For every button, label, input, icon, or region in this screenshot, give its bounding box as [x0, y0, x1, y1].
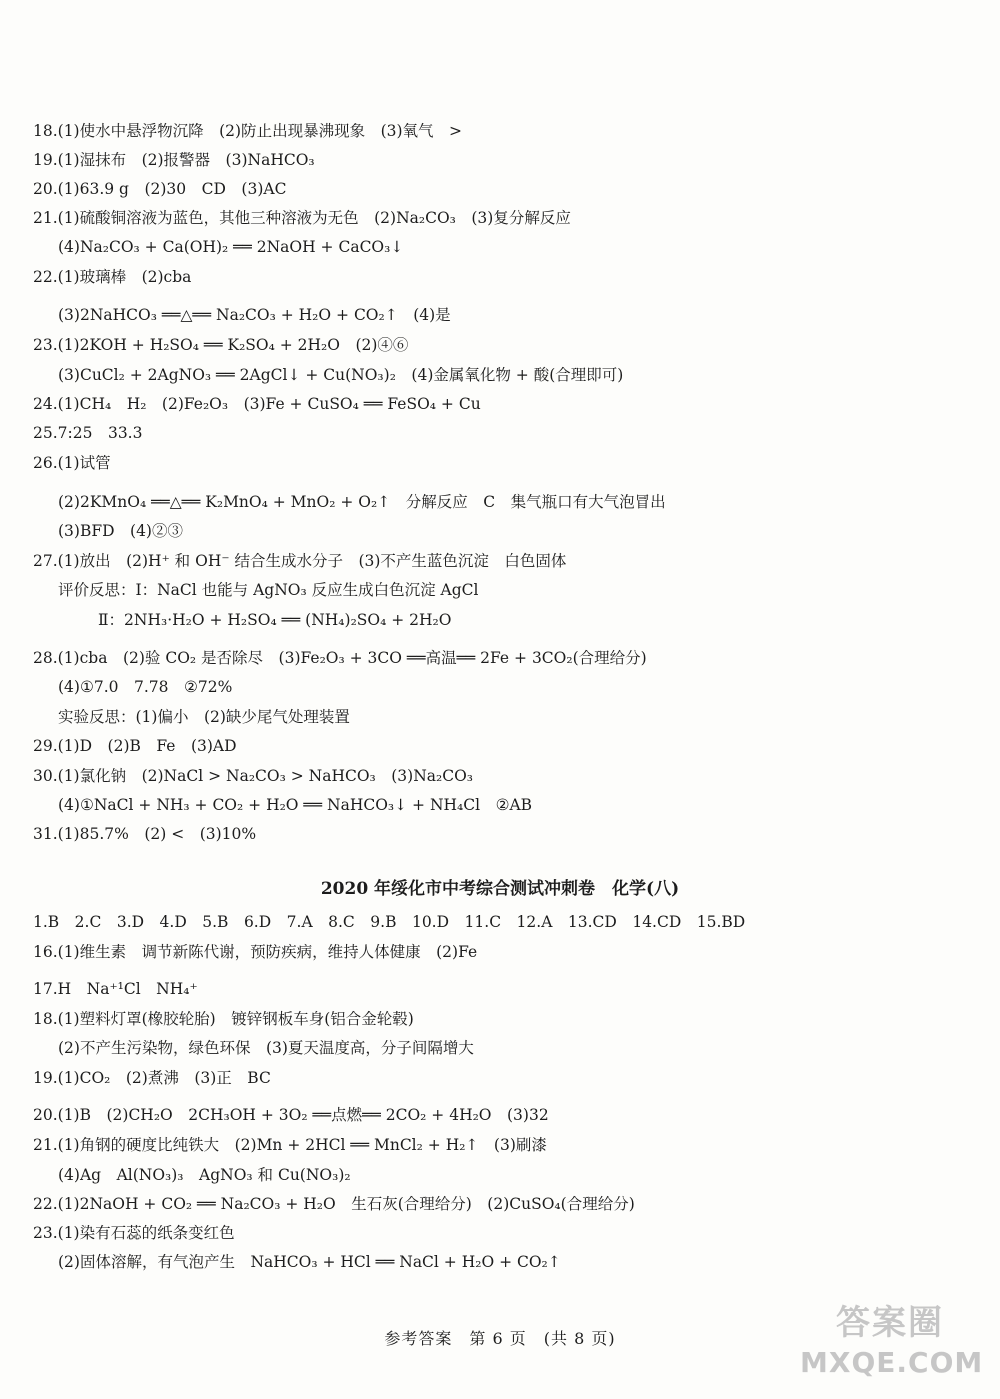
answer-line: 23.(1)2KOH + H₂SO₄ ══ K₂SO₄ + 2H₂O (2)④⑥	[33, 336, 409, 354]
answer-line: (3)BFD (4)②③	[58, 522, 183, 540]
answer-line: 29.(1)D (2)B Fe (3)AD	[33, 737, 237, 755]
answer-line: (2)不产生污染物，绿色环保 (3)夏天温度高，分子间隔增大	[58, 1039, 474, 1057]
answer-line: 22.(1)玻璃棒 (2)cba	[33, 268, 192, 286]
answer-line: 27.(1)放出 (2)H⁺ 和 OH⁻ 结合生成水分子 (3)不产生蓝色沉淀 白色固体	[33, 552, 567, 570]
answer-line: (4)①7.0 7.78 ②72%	[58, 678, 233, 696]
answer-line: 23.(1)染有石蕊的纸条变红色	[33, 1224, 235, 1242]
answer-line: 20.(1)63.9 g (2)30 CD (3)AC	[33, 180, 287, 198]
answer-line: (4)Na₂CO₃ + Ca(OH)₂ ══ 2NaOH + CaCO₃↓	[58, 238, 404, 256]
watermark-top: 答案圈	[836, 1303, 944, 1343]
answer-line: (4)Ag Al(NO₃)₃ AgNO₃ 和 Cu(NO₃)₂	[58, 1166, 351, 1184]
answer-line: (2)2KMnO₄ ══△══ K₂MnO₄ + MnO₂ + O₂↑ 分解反应 C 集气瓶口有大气泡冒出	[58, 493, 666, 511]
answer-line: 26.(1)试管	[33, 454, 111, 472]
answer-line: (4)①NaCl + NH₃ + CO₂ + H₂O ══ NaHCO₃↓ + NH₄Cl ②AB	[58, 796, 533, 814]
answer-line: (2)固体溶解，有气泡产生 NaHCO₃ + HCl ══ NaCl + H₂O + CO₂↑	[58, 1253, 561, 1271]
answer-line: 17.H Na⁺¹Cl NH₄⁺	[33, 980, 198, 998]
answer-line: 实验反思：(1)偏小 (2)缺少尾气处理装置	[58, 708, 350, 726]
answer-line: 25.7:25 33.3	[33, 424, 143, 442]
answer-line: 22.(1)2NaOH + CO₂ ══ Na₂CO₃ + H₂O 生石灰(合理给分) (2)CuSO₄(合理给分)	[33, 1195, 635, 1213]
answer-line: 20.(1)B (2)CH₂O 2CH₃OH + 3O₂ ══点燃══ 2CO₂ + 4H₂O (3)32	[33, 1106, 549, 1124]
watermark-logo	[800, 1300, 984, 1390]
answer-line: 21.(1)角钢的硬度比纯铁大 (2)Mn + 2HCl ══ MnCl₂ + H₂↑ (3)刷漆	[33, 1136, 547, 1154]
answer-line: 评价反思：Ⅰ：NaCl 也能与 AgNO₃ 反应生成白色沉淀 AgCl	[58, 581, 479, 599]
answer-line: 30.(1)氯化钠 (2)NaCl > Na₂CO₃ > NaHCO₃ (3)Na₂CO₃	[33, 767, 474, 785]
answer-line: 18.(1)塑料灯罩(橡胶轮胎) 镀锌钢板车身(铝合金轮毂)	[33, 1010, 414, 1028]
answer-line: 19.(1)湿抹布 (2)报警器 (3)NaHCO₃	[33, 151, 315, 169]
answer-line: 31.(1)85.7% (2) < (3)10%	[33, 825, 257, 843]
answer-line: 21.(1)硫酸铜溶液为蓝色，其他三种溶液为无色 (2)Na₂CO₃ (3)复分解反应	[33, 209, 571, 227]
page-footer: 参考答案 第 6 页 (共 8 页)	[384, 1329, 616, 1348]
answer-line: 16.(1)维生素 调节新陈代谢，预防疾病，维持人体健康 (2)Fe	[33, 943, 478, 961]
answer-line: (3)CuCl₂ + 2AgNO₃ ══ 2AgCl↓ + Cu(NO₃)₂ (4)金属氧化物 + 酸(合理即可)	[58, 366, 624, 384]
answer-line: 18.(1)使水中悬浮物沉降 (2)防止出现暴沸现象 (3)氧气 >	[33, 122, 463, 140]
answer-line: (3)2NaHCO₃ ══△══ Na₂CO₃ + H₂O + CO₂↑ (4)是	[58, 306, 451, 324]
answer-line: Ⅱ：2NH₃·H₂O + H₂SO₄ ══ (NH₄)₂SO₄ + 2H₂O	[98, 611, 452, 629]
watermark-bottom: MXQE.COM	[800, 1346, 984, 1379]
answer-line: 28.(1)cba (2)验 CO₂ 是否除尽 (3)Fe₂O₃ + 3CO ══高温══ 2Fe + 3CO₂(合理给分)	[33, 649, 647, 667]
answer-line: 24.(1)CH₄ H₂ (2)Fe₂O₃ (3)Fe + CuSO₄ ══ FeSO₄ + Cu	[33, 395, 481, 413]
section-title: 2020 年绥化市中考综合测试冲刺卷 化学(八)	[320, 879, 680, 899]
answer-line: 1.B 2.C 3.D 4.D 5.B 6.D 7.A 8.C 9.B 10.D 11.C 12.A 13.CD 14.CD 15.BD	[33, 913, 746, 931]
answer-line: 19.(1)CO₂ (2)煮沸 (3)正 BC	[33, 1069, 271, 1087]
